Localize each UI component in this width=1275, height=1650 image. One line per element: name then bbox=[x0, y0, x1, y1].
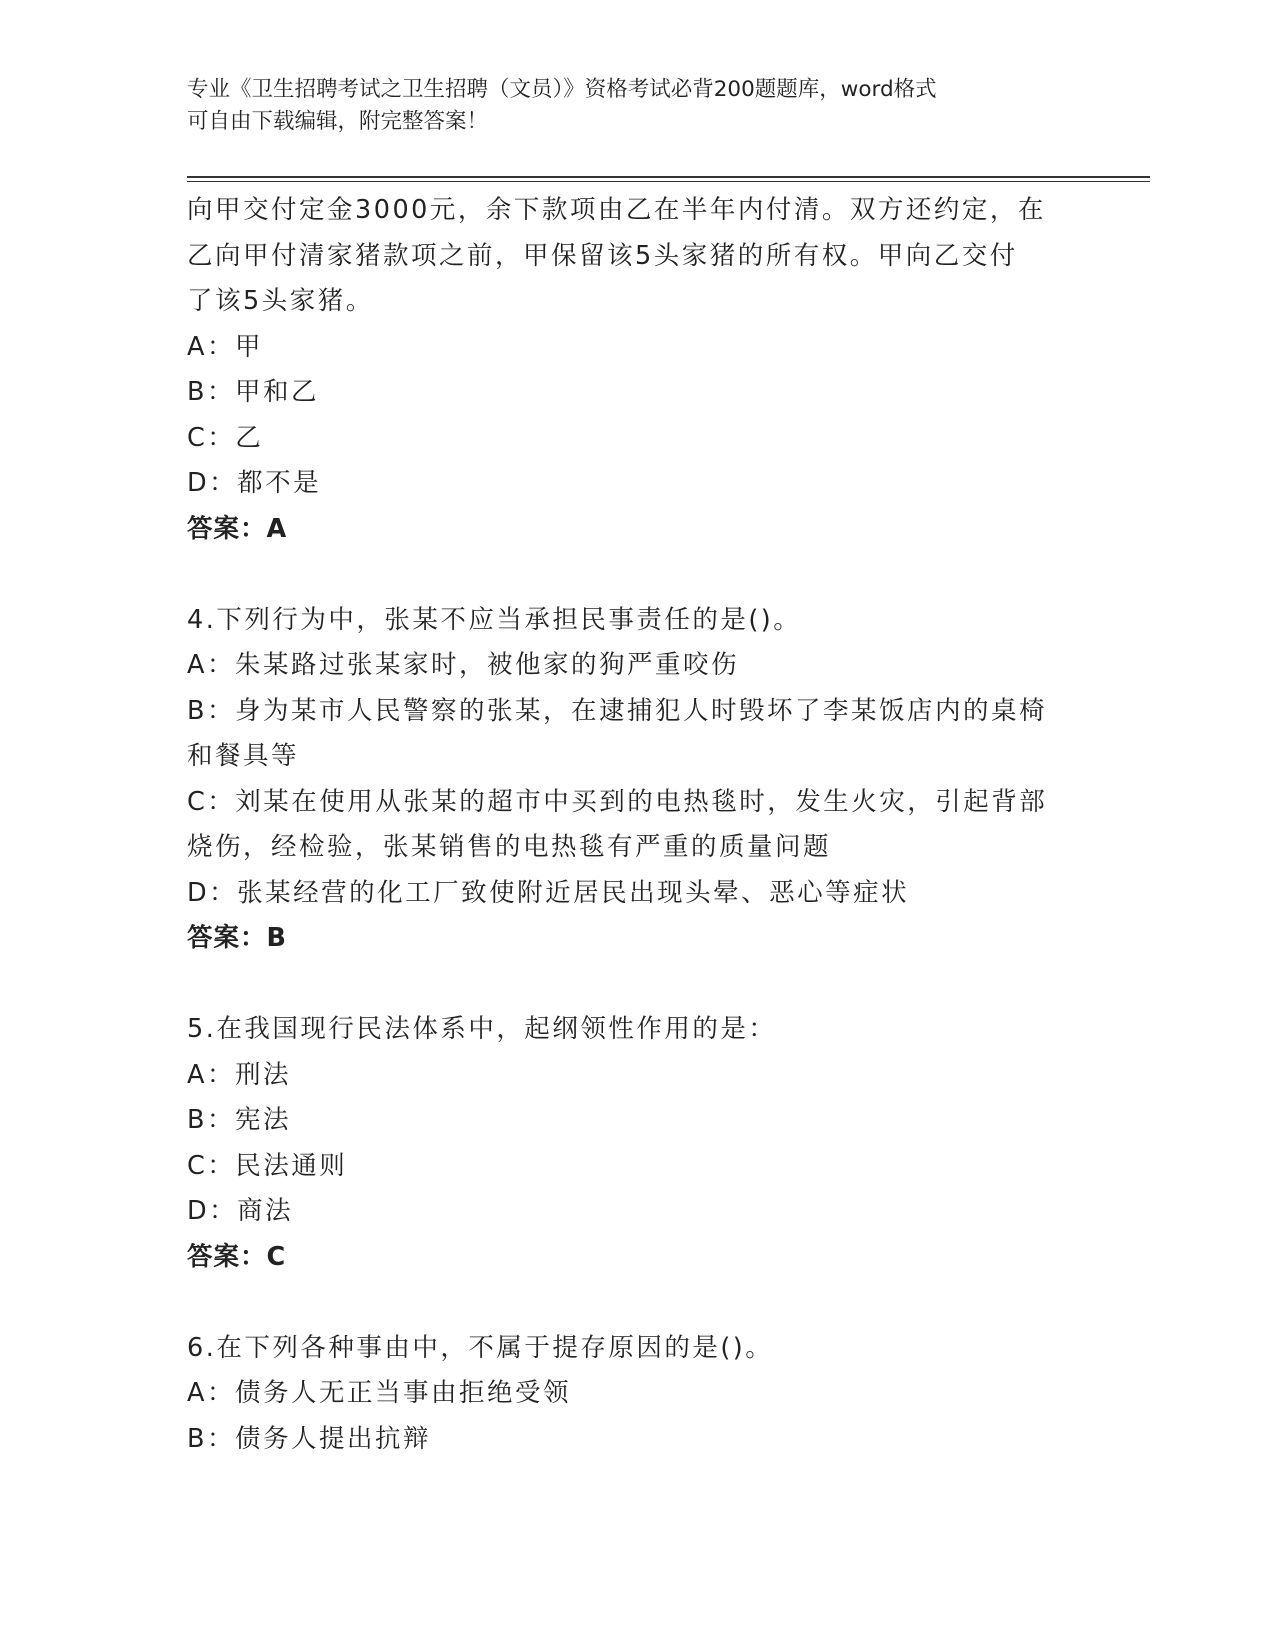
document-header bbox=[187, 74, 1087, 138]
question-spacer bbox=[187, 962, 1087, 1008]
question-5 bbox=[187, 1007, 1087, 1280]
answer-line: 答案：A bbox=[187, 513, 288, 544]
option-c: C：乙 bbox=[187, 422, 264, 453]
option-d: D：都不是 bbox=[187, 468, 322, 498]
question-6 bbox=[187, 1326, 1087, 1463]
answer-line: 答案：C bbox=[187, 1241, 287, 1272]
option-a: A：甲 bbox=[187, 331, 263, 362]
option-a: A：刑法 bbox=[187, 1059, 291, 1090]
option-b: B：身为某市人民警察的张某，在逮捕犯人时毁坏了李某饭店内的桌椅 bbox=[187, 695, 1047, 726]
option-c-continued: 烧伤，经检验，张某销售的电热毯有严重的质量问题 bbox=[187, 832, 832, 862]
question-stem-line: 了该5头家猪。 bbox=[187, 286, 374, 316]
option-b: B：债务人提出抗辩 bbox=[187, 1423, 431, 1454]
answer-line: 答案：B bbox=[187, 923, 287, 953]
option-d: D：张某经营的化工厂致使附近居民出现头晕、恶心等症状 bbox=[187, 877, 910, 908]
question-spacer bbox=[187, 1280, 1087, 1326]
question-4 bbox=[187, 598, 1087, 962]
question-3 bbox=[187, 188, 1087, 552]
header-rule-thick bbox=[187, 176, 1150, 178]
question-stem: 4.下列行为中，张某不应当承担民事责任的是()。 bbox=[187, 604, 802, 635]
option-d: D：商法 bbox=[187, 1196, 294, 1226]
document-body bbox=[187, 188, 1087, 1462]
option-c: C：刘某在使用从张某的超市中买到的电热毯时，发生火灾，引起背部 bbox=[187, 786, 1048, 817]
option-a: A：债务人无正当事由拒绝受领 bbox=[187, 1378, 571, 1408]
option-b-continued: 和餐具等 bbox=[187, 741, 300, 771]
question-spacer bbox=[187, 552, 1087, 598]
option-b: B：宪法 bbox=[187, 1105, 291, 1135]
question-stem: 6.在下列各种事由中，不属于提存原因的是()。 bbox=[187, 1332, 774, 1363]
question-stem: 5.在我国现行民法体系中，起纲领性作用的是： bbox=[187, 1014, 777, 1044]
header-title-line-1: 专业《卫生招聘考试之卫生招聘（文员）》资格考试必背200题题库，word格式 bbox=[187, 77, 937, 102]
option-c: C：民法通则 bbox=[187, 1150, 348, 1181]
question-stem-line: 向甲交付定金3000元，余下款项由乙在半年内付清。双方还约定，在 bbox=[187, 195, 1046, 225]
option-a: A：朱某路过张某家时，被他家的狗严重咬伤 bbox=[187, 650, 739, 680]
question-stem-line: 乙向甲付清家猪款项之前，甲保留该5头家猪的所有权。甲向乙交付 bbox=[187, 240, 1018, 271]
header-title-line-2: 可自由下载编辑，附完整答案！ bbox=[187, 109, 489, 134]
option-b: B：甲和乙 bbox=[187, 377, 319, 407]
header-rule-thin bbox=[187, 181, 1150, 182]
